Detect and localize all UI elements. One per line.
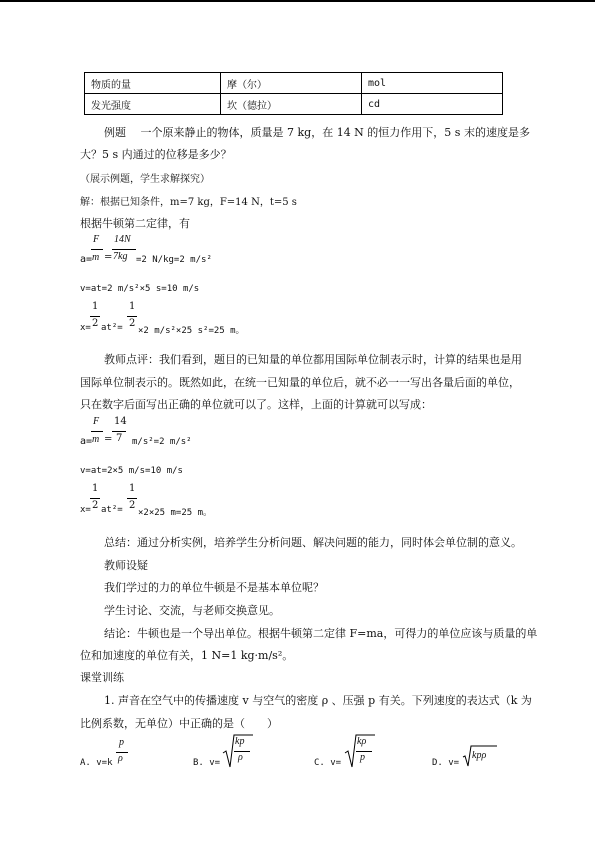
fraction-half-numerator: 1 — [129, 483, 136, 494]
table-cell: 坎（德拉） — [221, 94, 362, 115]
equals-sign: = — [104, 434, 113, 445]
fraction-bar — [90, 316, 100, 317]
question-1-line-2: 比例系数，无单位）中正确的是（ ） — [80, 717, 278, 730]
conclusion-line-2: 位和加速度的单位有关，1 N=1 kg·m/s²。 — [80, 649, 294, 662]
velocity-line: v=at=2 m/s²×5 s=10 m/s — [80, 284, 200, 294]
table-cell: mol — [362, 73, 503, 94]
velocity-line: v=at=2×5 m/s=10 m/s — [80, 466, 183, 476]
option-b-denominator: ρ — [238, 752, 243, 763]
fraction-half-denominator: 2 — [92, 318, 99, 329]
acceleration-result: m/s²=2 m/s² — [132, 437, 192, 447]
fraction-half-denominator: 2 — [129, 318, 136, 329]
fraction-bar — [91, 431, 103, 432]
fraction-bar — [112, 249, 136, 250]
solution-known: 解：根据已知条件，m=7 kg，F=14 N，t=5 s — [80, 197, 297, 208]
teacher-comment-line-3: 只在数字后面写出正确的单位就可以了。这样，上面的计算就可以写成： — [80, 398, 432, 411]
teacher-question-heading: 教师设疑 — [104, 559, 148, 572]
question-1-line-1: 1. 声音在空气中的传播速度 v 与空气的密度 ρ 、压强 p 有关。下列速度的表达式（k 为 — [104, 694, 532, 707]
fraction-14-numerator: 14 — [114, 416, 127, 427]
table-cell: 发光强度 — [85, 94, 221, 115]
option-a-numerator: p — [119, 737, 124, 748]
fraction-bar — [91, 249, 103, 250]
fraction-F-numerator: F — [93, 416, 100, 427]
fraction-bar — [112, 431, 126, 432]
fraction-14N-numerator: 14N — [114, 234, 131, 245]
option-c-denominator: p — [360, 752, 365, 763]
option-a-label: A. v=k — [80, 758, 113, 768]
example-line-1: 例题 一个原来静止的物体，质量是 7 kg，在 14 N 的恒力作用下，5 s 末的速度是多 — [104, 126, 530, 139]
table-cell: 物质的量 — [85, 73, 221, 94]
show-note: （展示例题，学生求解探究） — [80, 174, 210, 185]
displacement-label: x= — [80, 505, 91, 515]
teacher-comment-line-1: 教师点评：我们看到，题目的已知量的单位都用国际单位制表示时，计算的结果也是用 — [104, 353, 522, 366]
acceleration-label: a= — [80, 436, 93, 447]
displacement-mid: at²= — [101, 323, 123, 333]
header-rule — [0, 0, 595, 2]
summary-line: 总结：通过分析实例，培养学生分析问题、解决问题的能力，同时体会单位制的意义。 — [104, 536, 522, 549]
fraction-bar — [90, 498, 100, 499]
fraction-half-numerator: 1 — [92, 301, 99, 312]
table-row — [85, 94, 503, 115]
acceleration-result: =2 N/kg=2 m/s² — [136, 255, 212, 265]
conclusion-line-1: 结论：牛顿也是一个导出单位。根据牛顿第二定律 F=ma，可得力的单位应该与质量的单 — [104, 627, 538, 640]
option-d-radicand: kpρ — [472, 750, 487, 761]
discussion-line: 学生讨论、交流，与老师交换意见。 — [104, 604, 280, 617]
section-heading-training: 课堂训练 — [80, 671, 124, 684]
example-line-2: 大？5 s 内通过的位移是多少？ — [80, 148, 232, 161]
fraction-7kg-denominator: 7kg — [113, 251, 128, 262]
fraction-half-numerator: 1 — [92, 483, 99, 494]
displacement-mid: at²= — [101, 505, 123, 515]
acceleration-label: a= — [80, 254, 93, 265]
fraction-half-numerator: 1 — [129, 301, 136, 312]
option-b-numerator: kp — [235, 736, 245, 747]
newton-law-line: 根据牛顿第二定律，有 — [80, 217, 190, 230]
fraction-half-denominator: 2 — [129, 500, 136, 511]
equals-sign: = — [104, 252, 113, 263]
units-table — [84, 72, 503, 115]
fraction-F-numerator: F — [93, 234, 100, 245]
teacher-comment-line-2: 国际单位制表示的。既然如此，在统一已知量的单位后，就不必一一写出各量后面的单位， — [80, 376, 520, 389]
question-line: 我们学过的力的单位牛顿是不是基本单位呢？ — [104, 581, 324, 594]
table-cell: cd — [362, 94, 503, 115]
fraction-m-denominator: m — [92, 252, 100, 263]
displacement-result: ×2×25 m=25 m。 — [138, 508, 213, 518]
fraction-m-denominator: m — [92, 434, 100, 445]
option-c-label: C. v= — [314, 758, 342, 768]
table-row — [85, 73, 503, 94]
fraction-bar — [127, 316, 137, 317]
table-cell: 摩（尔） — [221, 73, 362, 94]
fraction-7-denominator: 7 — [116, 433, 123, 444]
option-b-label: B. v= — [193, 758, 221, 768]
displacement-label: x= — [80, 323, 91, 333]
displacement-result: ×2 m/s²×25 s²=25 m。 — [138, 326, 245, 336]
option-a-denominator: ρ — [118, 753, 123, 764]
fraction-bar — [127, 498, 137, 499]
option-c-numerator: kρ — [357, 736, 367, 747]
fraction-half-denominator: 2 — [92, 500, 99, 511]
option-d-label: D. v= — [432, 758, 460, 768]
